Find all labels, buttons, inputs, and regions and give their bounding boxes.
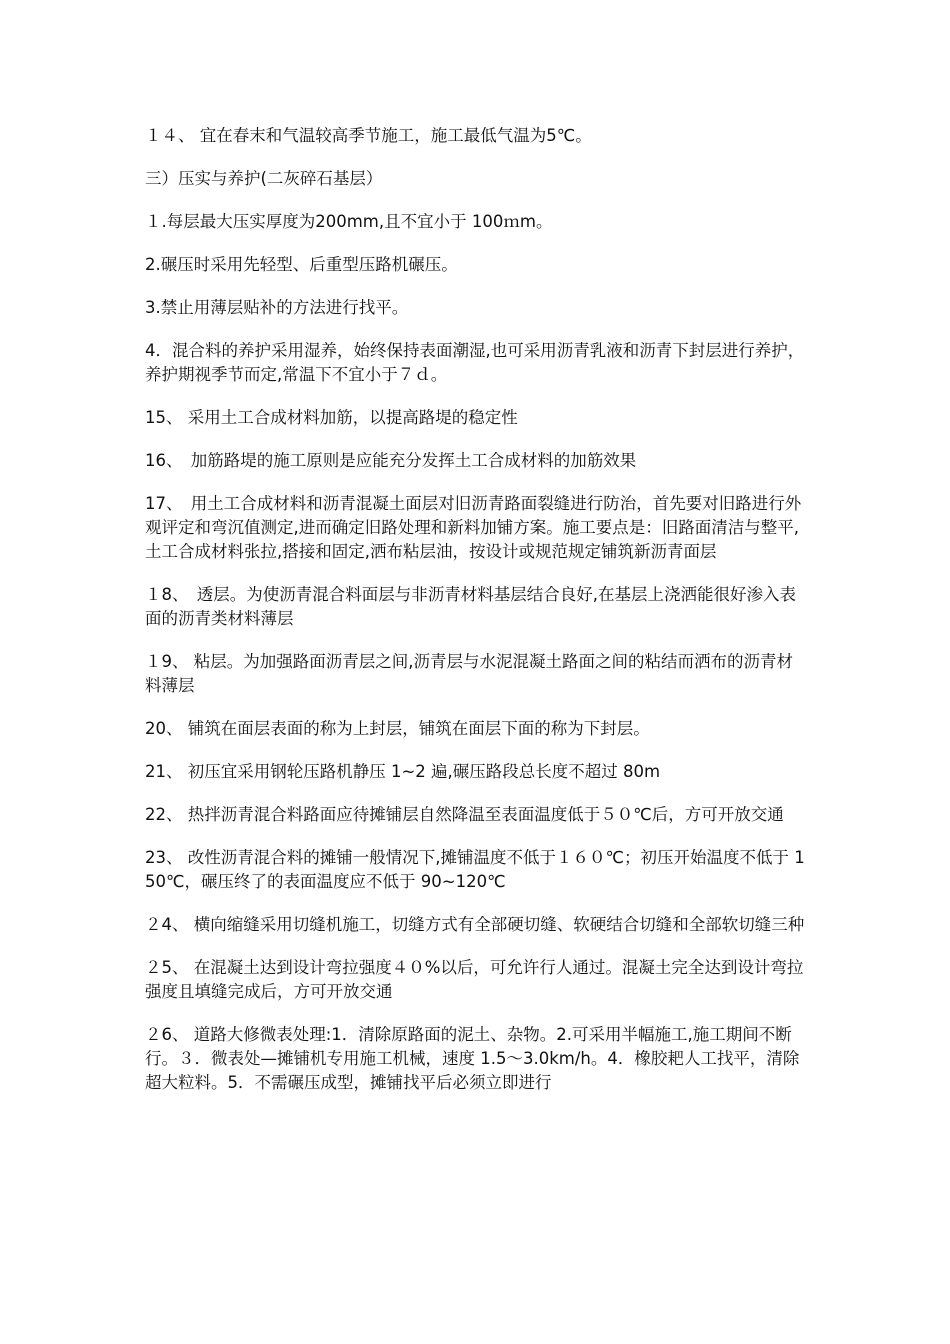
- paragraph-compaction-1: １.每层最大压实厚度为200mm,且不宜小于 100ｍm。: [145, 212, 553, 231]
- paragraph-23: 23、 改性沥青混合料的摊铺一般情况下,摊铺温度不低于１６０℃；初压开始温度不低于 150℃，碾压终了的表面温度应不低于 90~120℃: [145, 848, 805, 891]
- document-body: [145, 124, 805, 1114]
- paragraph-18: １8、 透层。为使沥青混合料面层与非沥青材料基层结合良好,在基层上浇洒能很好渗入表面的沥青类材料薄层: [145, 585, 796, 628]
- paragraph-15: 15、 采用土工合成材料加筋，以提高路堤的稳定性: [145, 408, 518, 427]
- paragraph-21: 21、 初压宜采用钢轮压路机静压 1~2 遍,碾压路段总长度不超过 80m: [145, 762, 661, 781]
- paragraph-22: 22、 热拌沥青混合料路面应待摊铺层自然降温至表面温度低于５０℃后，方可开放交通: [145, 805, 784, 824]
- paragraph-compaction-4: 4．混合料的养护采用湿养，始终保持表面潮湿,也可采用沥青乳液和沥青下封层进行养护，养护期视季节而定,常温下不宜小于７ｄ。: [145, 341, 805, 384]
- paragraph-compaction-3: 3.禁止用薄层贴补的方法进行找平。: [145, 298, 409, 317]
- paragraph-compaction-2: 2.碾压时采用先轻型、后重型压路机碾压。: [145, 255, 458, 274]
- paragraph-20: 20、 铺筑在面层表面的称为上封层，铺筑在面层下面的称为下封层。: [145, 719, 650, 738]
- paragraph-25: ２5、 在混凝土达到设计弯拉强度４０%以后，可允许行人通过。混凝土完全达到设计弯拉强度且填缝完成后，方可开放交通: [145, 958, 804, 1001]
- paragraph-24: ２4、 横向缩缝采用切缝机施工，切缝方式有全部硬切缝、软硬结合切缝和全部软切缝三种: [145, 915, 805, 934]
- section-heading-compaction: 三）压实与养护(二灰碎石基层）: [145, 169, 383, 188]
- paragraph-16: 16、 加筋路堤的施工原则是应能充分发挥土工合成材料的加筋效果: [145, 451, 637, 470]
- paragraph-17: 17、 用土工合成材料和沥青混凝土面层对旧沥青路面裂缝进行防治，首先要对旧路进行外观评定和弯沉值测定,进而确定旧路处理和新料加铺方案。施工要点是：旧路面清洁与整平,土工合成材料张拉,搭接和固定,洒布粘层油，按设计或规范规定铺筑新沥青面层: [145, 494, 802, 561]
- paragraph-19: １9、 粘层。为加强路面沥青层之间,沥青层与水泥混凝土路面之间的粘结而洒布的沥青材料薄层: [145, 652, 793, 695]
- paragraph-14: １４、 宜在春末和气温较高季节施工，施工最低气温为5℃。: [145, 126, 592, 145]
- paragraph-26: ２6、 道路大修微表处理:1．清除原路面的泥土、杂物。2.可采用半幅施工,施工期间不断行。３．微表处—摊铺机专用施工机械，速度 1.5～3.0km/h。4．橡胶耙人工找平，清除超大粒料。5．不需碾压成型，摊铺找平后必须立即进行: [145, 1025, 800, 1092]
